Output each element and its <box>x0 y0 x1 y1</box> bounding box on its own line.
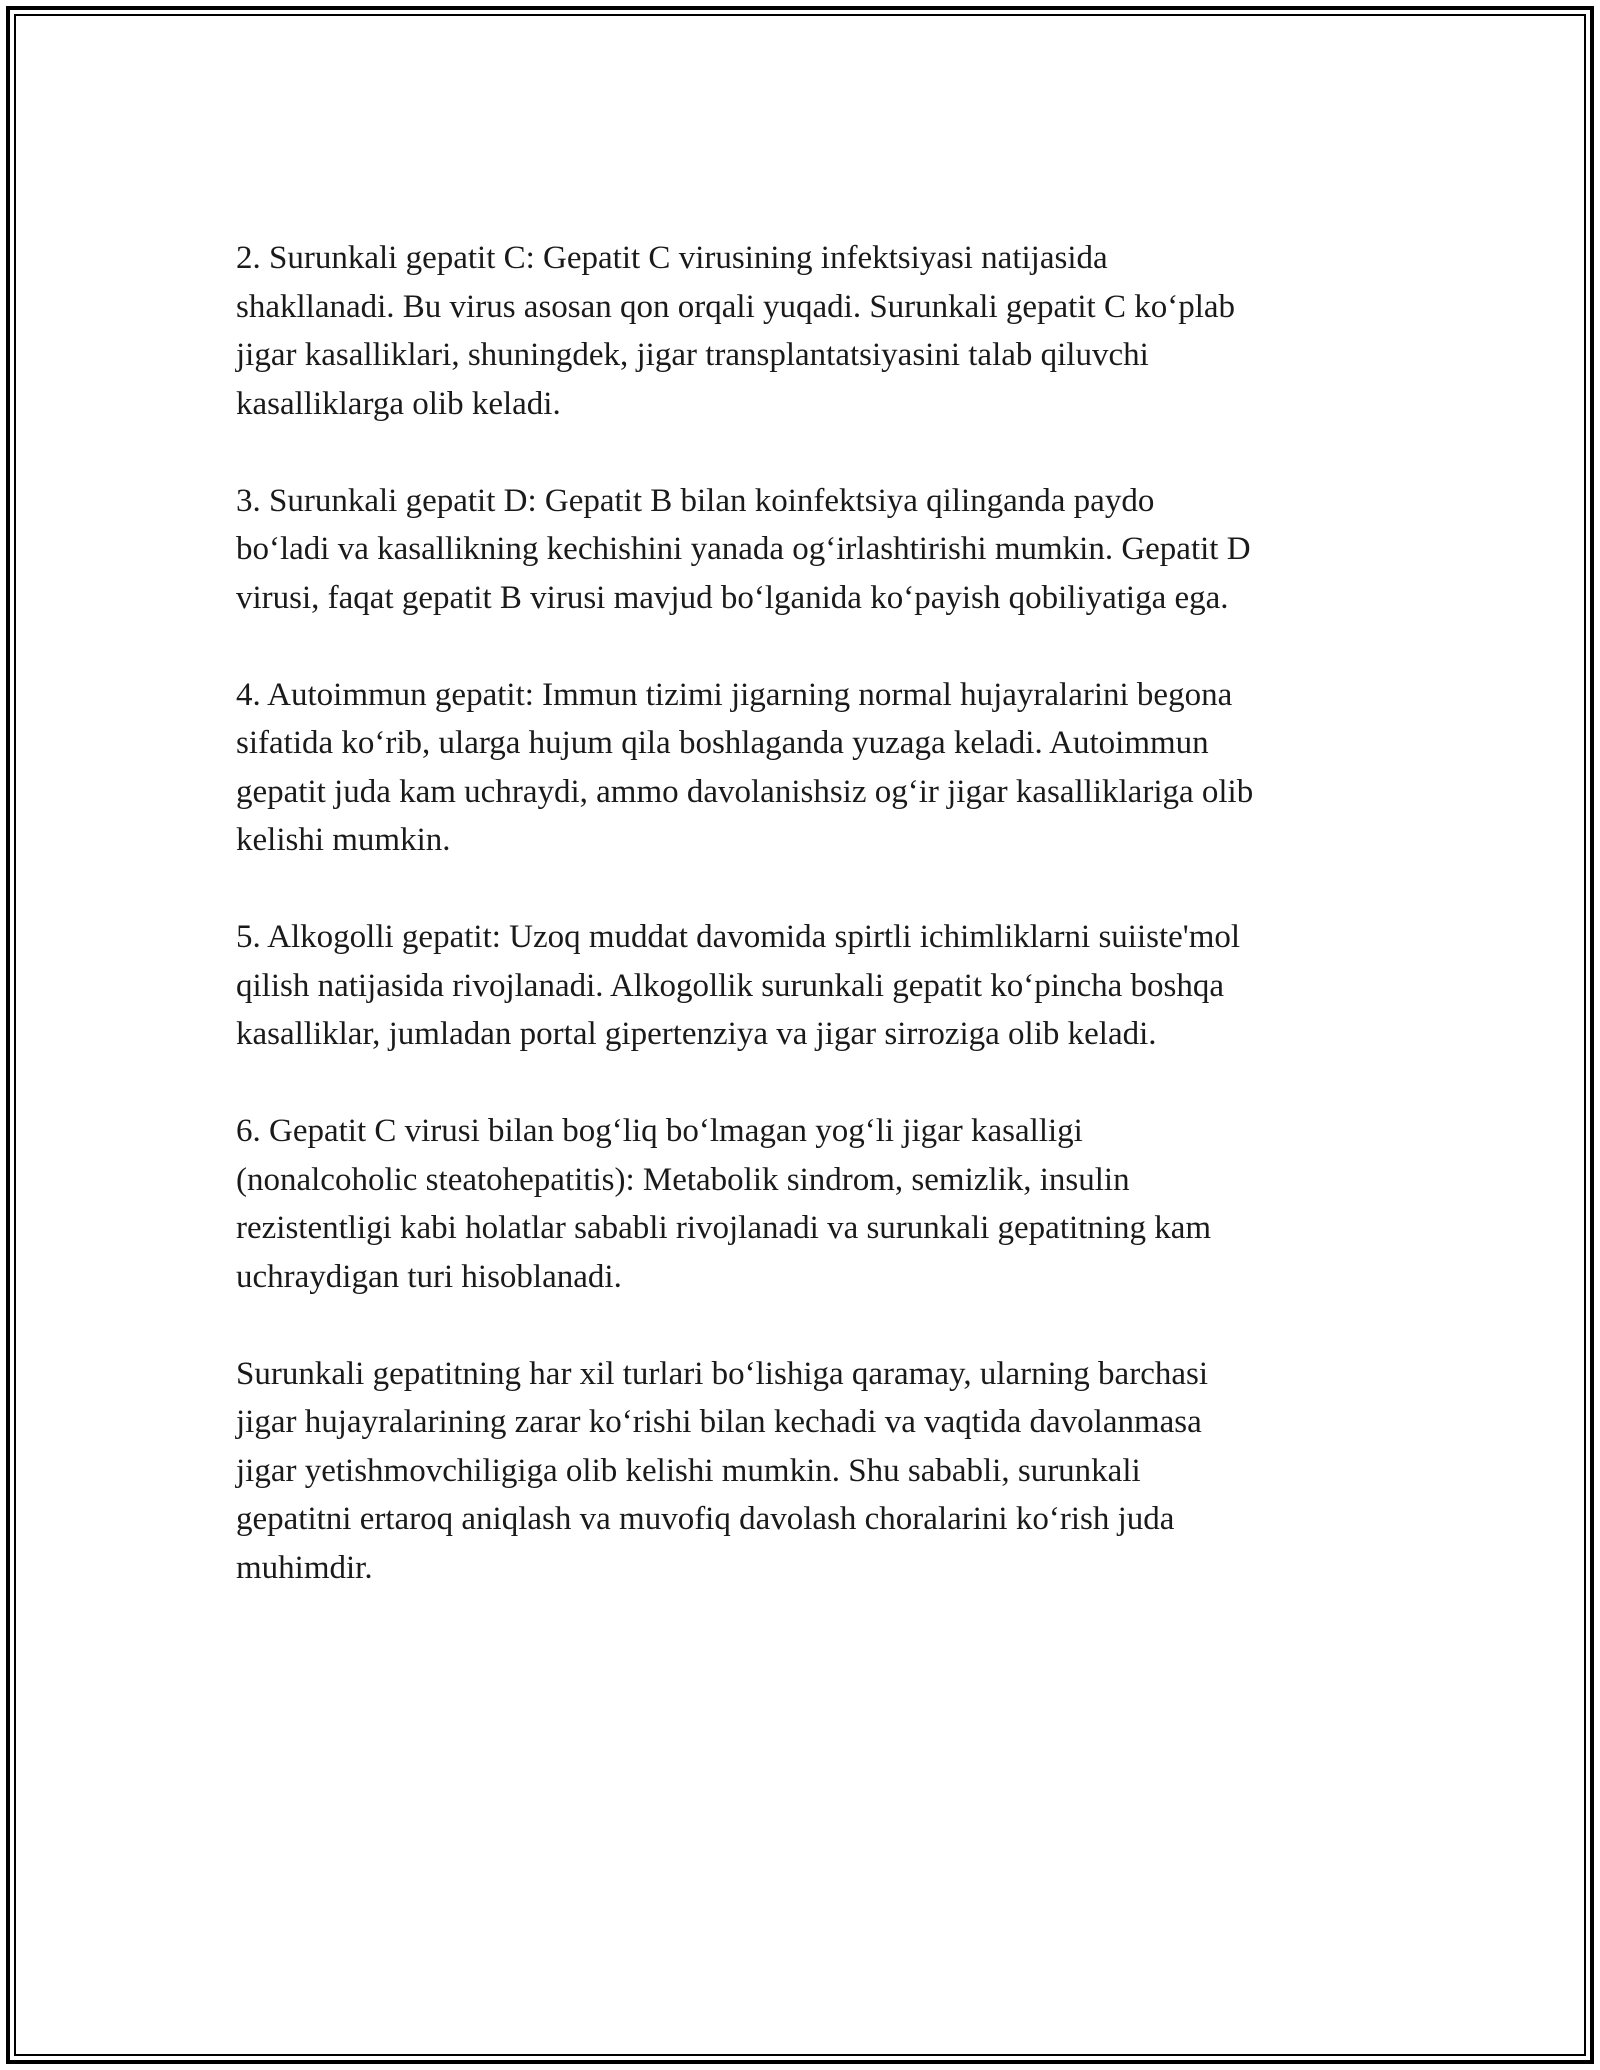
paragraph-alcoholic-hepatitis: 5. Alkogolli gepatit: Uzoq muddat davomida spirtli ichimliklarni suiiste'mol qilish natijasida rivojlanadi. Alkogollik surunkali gepatit ko‘pincha boshqa kasalliklar, jumladan portal gipertenziya va jigar sirroziga olib keladi. <box>236 919 1241 1052</box>
paragraph-fatty-liver-disease: 6. Gepatit C virusi bilan bog‘liq bo‘lmagan yog‘li jigar kasalligi (nonalcoholic steatohepatitis): Metabolik sindrom, semizlik, insulin rezistentligi kabi holatlar sababli rivojlanadi va surunkali gepatitning kam uchraydigan turi hisoblanadi. <box>236 1113 1212 1295</box>
paragraph-conclusion: Surunkali gepatitning har xil turlari bo‘lishiga qaramay, ularning barchasi jigar hujayralarining zarar ko‘rishi bilan kechadi va vaqtida davolanmasa jigar yetishmovchiligiga olib kelishi mumkin. Shu sababli, surunkali gepatitni ertaroq aniqlash va muvofiq davolash choralarini ko‘rish juda muhimdir. <box>236 1355 1209 1586</box>
paragraph-autoimmune-hepatitis: 4. Autoimmun gepatit: Immun tizimi jigarning normal hujayralarini begona sifatida ko‘rib, ularga hujum qila boshlaganda yuzaga keladi. Autoimmun gepatit juda kam uchraydi, ammo davolanishsiz og‘ir jigar kasalliklariga olib kelishi mumkin. <box>236 676 1254 858</box>
document-body <box>236 234 1406 1592</box>
paragraph-hepatitis-d: 3. Surunkali gepatit D: Gepatit B bilan koinfektsiya qilinganda paydo bo‘ladi va kasallikning kechishini yanada og‘irlashtirishi mumkin. Gepatit D virusi, faqat gepatit B virusi mavjud bo‘lganida ko‘payish qobiliyatiga ega. <box>236 482 1251 616</box>
paragraph-hepatitis-c: 2. Surunkali gepatit C: Gepatit C virusining infektsiyasi natijasida shakllanadi. Bu virus asosan qon orqali yuqadi. Surunkali gepatit C ko‘plab jigar kasalliklari, shuningdek, jigar transplantatsiyasini talab qiluvchi kasalliklarga olib keladi. <box>236 240 1236 422</box>
